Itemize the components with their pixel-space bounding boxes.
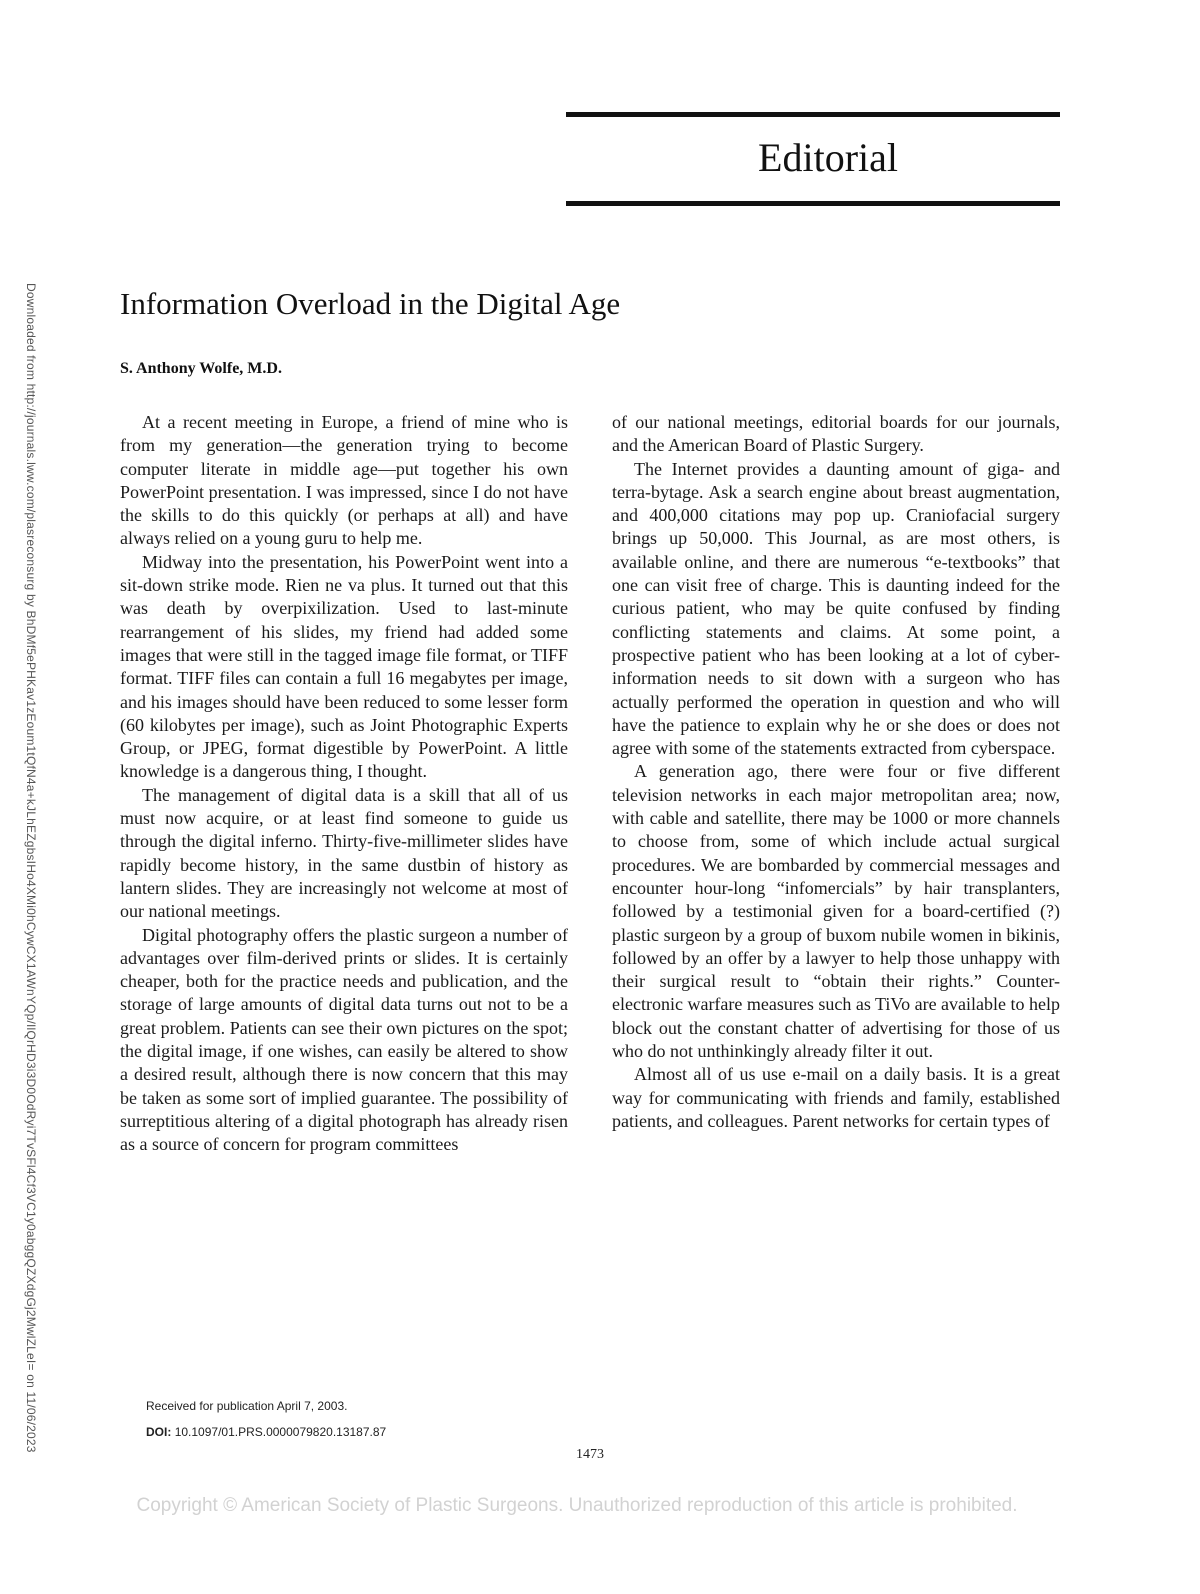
paragraph: The Internet provides a daunting amount of giga- and terra-bytage. Ask a search engine about breast augmentation, and 400,000 citations may pop up. Craniofacial surgery brings up 50,000. This Journal, as are most others, is available online, and there are numerous “e-textbooks” that one can visit free of charge. This is daunting indeed for the curious patient, who may be quite confused by finding conflicting statements and claims. At some point, a prospective patient who has been looking at a lot of cyber-information needs to sit down with a surgeon who has actually performed the operation in question and who will have the patience to explain why he or she does or does not agree with some of the statements extracted from cyberspace. (612, 458, 1060, 759)
copyright-watermark: Copyright © American Society of Plastic Surgeons. Unauthorized reproduction of this article is prohibited. (136, 1495, 1018, 1516)
doi-value: 10.1097/01.PRS.0000079820.13187.87 (174, 1425, 387, 1439)
header-top-rule (566, 112, 1060, 117)
author-byline: S. Anthony Wolfe, M.D. (120, 360, 282, 377)
left-column (120, 411, 568, 1157)
header-bottom-rule (566, 201, 1060, 206)
paragraph: At a recent meeting in Europe, a friend of mine who is from my generation—the generation trying to become computer literate in middle age—put together his own PowerPoint presentation. I was impressed, since I do not have the skills to do this quickly (or perhaps at all) and have always relied on a young guru to help me. (120, 412, 568, 549)
section-title: Editorial (758, 135, 898, 180)
paragraph-continuation: of our national meetings, editorial boards for our journals, and the American Board of Plastic Surgery. (612, 412, 1060, 456)
article-title: Information Overload in the Digital Age (120, 286, 621, 321)
doi-label: DOI: (146, 1425, 172, 1439)
paragraph: The management of digital data is a skill that all of us must now acquire, or at least find someone to guide us through the digital inferno. Thirty-five-millimeter slides have rapidly become history, in the same dustbin of history as lantern slides. They are increasingly not welcome at most of our national meetings. (120, 784, 568, 922)
paragraph: Midway into the presentation, his PowerPoint went into a sit-down strike mode. Rien ne va plus. It turned out that this was death by overpixilization. Used to last-minute rearrangement of his slides, my friend had added some images that were still in the tagged image file format, or TIFF format. TIFF files can contain a full 16 megabytes per image, and his images should have been reduced to some lesser form (60 kilobytes per image), such as Joint Photographic Experts Group, or JPEG, format digestible by PowerPoint. A little knowledge is a dangerous thing, I thought. (120, 551, 568, 782)
received-note: Received for publication April 7, 2003. (146, 1399, 348, 1413)
page-number: 1473 (576, 1447, 604, 1462)
paragraph: Almost all of us use e-mail on a daily basis. It is a great way for communicating with friends and family, established patients, and colleagues. Parent networks for certain types of (612, 1064, 1060, 1131)
right-column (612, 411, 1060, 1133)
download-notice: Downloaded from http://journals.lww.com/plasreconsurg by BhDMf5ePHKav1zEoum1tQfN4a+kJLhEZgbsIHo4XMi0hCywCX1AWnYQp/IlQrHD3i3D0OdRyi7TvSFl4Cf3VC1y0abggQZXdgGj2MwlZLeI= on 11/06/2023 (24, 283, 38, 1453)
doi-note (146, 1424, 386, 1440)
paragraph: A generation ago, there were four or five different television networks in each major metropolitan area; now, with cable and satellite, there may be 1000 or more channels to choose from, some of which include actual surgical procedures. We are bombarded by commercial messages and encounter hour-long “infomercials” by hair transplanters, followed by a testimonial given for a board-certified (?) plastic surgeon by a group of buxom nubile women in bikinis, followed by an offer by a lawyer to help those unhappy with their surgical result to “obtain their rights.” Counter-electronic warfare measures such as TiVo are available to help block out the constant chatter of advertising for those of us who do not unthinkingly already filter it out. (612, 761, 1061, 1062)
paragraph: Digital photography offers the plastic surgeon a number of advantages over film-derived prints or slides. It is certainly cheaper, both for the practice needs and publication, and the storage of large amounts of digital data turns out not to be a great problem. Patients can see their own pictures on the spot; the digital image, if one wishes, can easily be altered to show a desired result, although there is now concern that this may be taken as some sort of implied guarantee. The possibility of surreptitious altering of a digital photograph has already risen as a source of concern for program committees (120, 924, 568, 1155)
